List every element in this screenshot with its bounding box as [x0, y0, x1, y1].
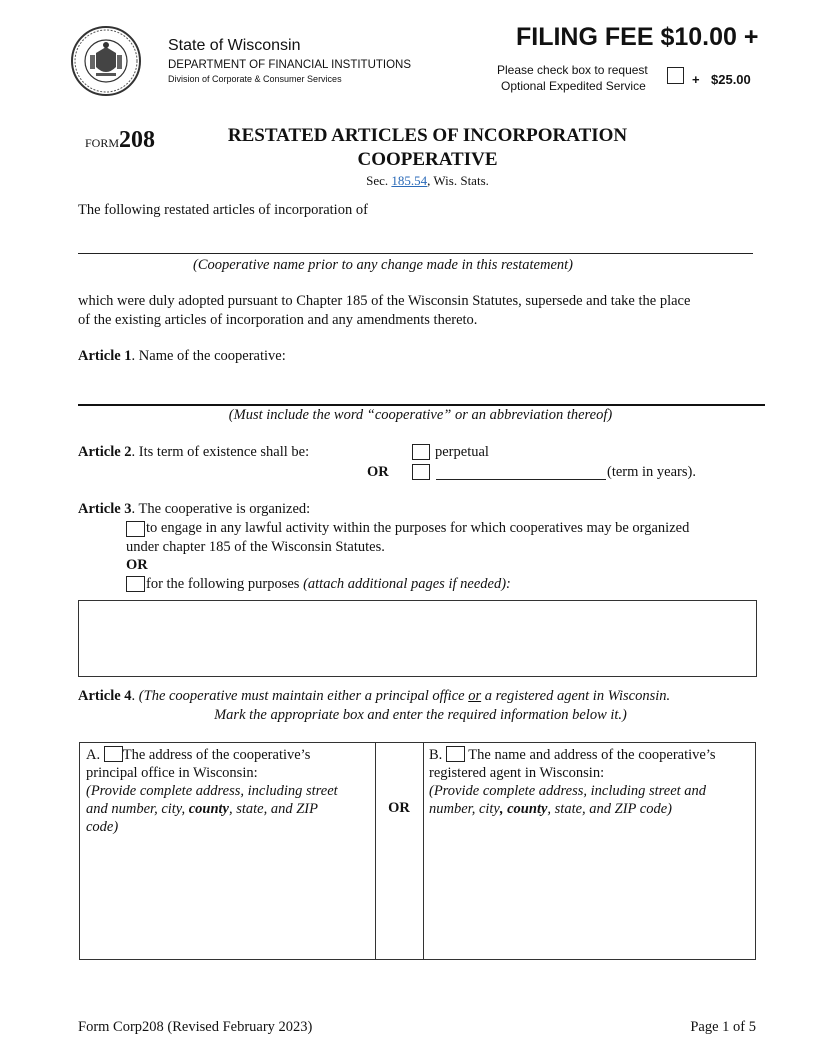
principal-office-note3: , state, and ZIP	[228, 801, 318, 817]
article-1-caption: (Must include the word “cooperative” or an abbreviation thereof)	[228, 407, 613, 423]
expedite-checkbox[interactable]	[667, 67, 684, 84]
article-3-or: OR	[126, 557, 148, 573]
article-1-heading	[78, 348, 286, 365]
lawful-activity-checkbox[interactable]	[126, 521, 145, 537]
seal-icon	[70, 25, 156, 97]
footer-page-number: Page 1 of 5	[690, 1019, 756, 1035]
article-2-heading	[78, 444, 309, 461]
department-name: DEPARTMENT OF FINANCIAL INSTITUTIONS	[168, 59, 412, 71]
form-label	[85, 127, 155, 154]
article-4-heading	[78, 688, 670, 705]
article-1-text: . Name of the cooperative:	[131, 348, 286, 364]
principal-office-note2	[86, 800, 372, 818]
principal-office-line1: The address of the cooperative’s	[122, 747, 311, 763]
principal-office-note2a: and number, city,	[86, 801, 186, 817]
principal-office-cell[interactable]	[86, 746, 372, 836]
article-3-label: Article 3	[78, 501, 132, 517]
perpetual-checkbox[interactable]	[412, 444, 430, 460]
statute-prefix: Sec.	[366, 173, 389, 188]
filing-fee: FILING FEE $10.00 +	[516, 23, 759, 51]
article-2-text: . Its term of existence shall be:	[131, 444, 310, 460]
footer-form-revision: Form Corp208 (Revised February 2023)	[78, 1019, 313, 1035]
office-agent-table	[79, 742, 756, 960]
purposes-textarea[interactable]	[78, 600, 757, 677]
table-divider-right	[423, 743, 424, 959]
article-3-heading	[78, 501, 310, 518]
principal-office-letter: A.	[86, 747, 101, 763]
article-4-note-a: (The cooperative must maintain either a principal office	[138, 688, 465, 704]
article-1-label: Article 1	[78, 348, 132, 364]
term-years-label: (term in years).	[607, 464, 696, 480]
article-4-note-or: or	[468, 688, 482, 704]
page-title: RESTATED ARTICLES OF INCORPORATION	[227, 125, 628, 146]
expedite-line1: Please check box to request	[497, 63, 648, 77]
article-2-or: OR	[367, 464, 389, 480]
cooperative-prior-name-field[interactable]	[78, 253, 753, 254]
statute-reference	[200, 173, 655, 189]
following-purposes-note: (attach additional pages if needed):	[303, 576, 511, 592]
division-name: Division of Corporate & Consumer Services	[168, 74, 342, 84]
registered-agent-line2: registered agent in Wisconsin:	[429, 765, 605, 781]
registered-agent-note2	[429, 800, 754, 818]
term-years-checkbox[interactable]	[412, 464, 430, 480]
cooperative-name-field[interactable]	[78, 404, 765, 406]
article-4-dot: .	[131, 688, 136, 704]
table-or: OR	[388, 800, 410, 816]
expedite-plus: +	[692, 72, 700, 87]
lawful-activity-line2: under chapter 185 of the Wisconsin Statutes.	[126, 539, 385, 555]
article-4-note-b: a registered agent in Wisconsin.	[484, 688, 671, 704]
page-title-line2: COOPERATIVE	[357, 149, 498, 170]
registered-agent-note2a: number, city	[429, 801, 500, 817]
principal-office-line2: principal office in Wisconsin:	[86, 765, 258, 781]
article-2-label: Article 2	[78, 444, 132, 460]
registered-agent-heading	[429, 746, 754, 764]
following-purposes-text: for the following purposes	[146, 576, 300, 592]
adopted-text-line1: which were duly adopted pursuant to Chapter 185 of the Wisconsin Statutes, supersede and take the place	[78, 293, 691, 309]
table-divider-left	[375, 743, 376, 959]
registered-agent-note-county: , county	[499, 801, 548, 817]
expedite-fee: $25.00	[711, 72, 751, 87]
following-purposes-label	[146, 576, 511, 593]
term-years-field[interactable]	[436, 479, 606, 480]
adopted-text-line2: of the existing articles of incorporation and any amendments thereto.	[78, 312, 478, 328]
principal-office-note1: (Provide complete address, including street	[86, 783, 338, 799]
statute-suffix: , Wis. Stats.	[427, 173, 489, 188]
principal-office-note4: code)	[86, 819, 119, 835]
registered-agent-note1: (Provide complete address, including street and	[429, 783, 707, 799]
state-seal	[70, 25, 156, 97]
principal-office-note-county: county	[188, 801, 229, 817]
article-4-note-line2: Mark the appropriate box and enter the required information below it.)	[214, 707, 627, 723]
form-word: FORM	[85, 136, 120, 150]
article-4-label: Article 4	[78, 688, 132, 704]
following-purposes-checkbox[interactable]	[126, 576, 145, 592]
lawful-activity-line1: to engage in any lawful activity within the purposes for which cooperatives may be organized	[146, 520, 690, 536]
registered-agent-checkbox[interactable]	[446, 746, 465, 762]
principal-office-checkbox[interactable]	[104, 746, 123, 762]
registered-agent-cell[interactable]	[429, 746, 754, 818]
registered-agent-note3: , state, and ZIP code)	[547, 801, 672, 817]
registered-agent-letter: B.	[429, 747, 443, 763]
form-number: 208	[119, 127, 156, 153]
state-name: State of Wisconsin	[168, 37, 301, 54]
intro-text: The following restated articles of incorporation of	[78, 202, 368, 218]
prior-name-caption: (Cooperative name prior to any change made in this restatement)	[192, 257, 574, 273]
statute-link[interactable]: 185.54	[391, 173, 428, 188]
registered-agent-line1: The name and address of the cooperative’s	[468, 747, 716, 763]
perpetual-label: perpetual	[435, 444, 489, 460]
article-3-text: . The cooperative is organized:	[131, 501, 311, 517]
principal-office-heading	[86, 746, 372, 764]
expedite-line2: Optional Expedited Service	[501, 79, 646, 93]
